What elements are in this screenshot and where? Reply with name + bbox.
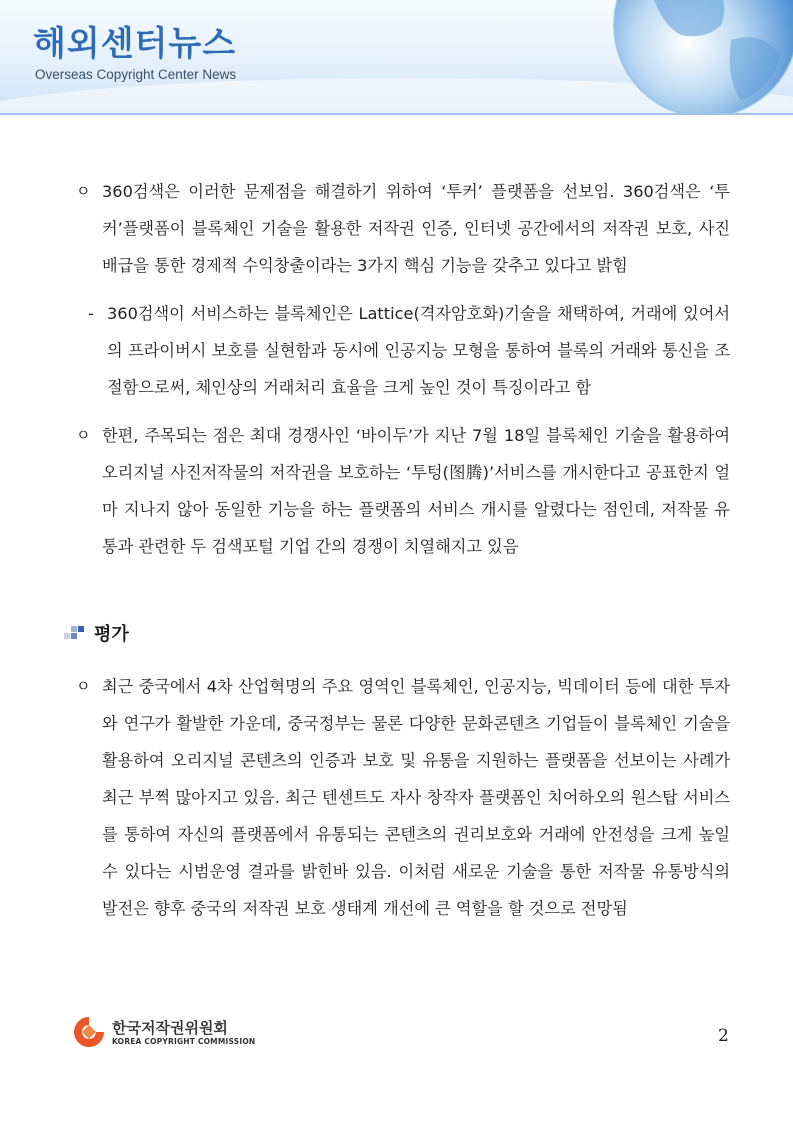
bullet-mark: ㅇ (76, 426, 91, 444)
sub-paragraph (70, 295, 730, 406)
bullet-paragraph (70, 173, 730, 284)
header-title: 해외센터뉴스 (33, 24, 237, 64)
globe-icon (611, 0, 793, 115)
kcc-logo-icon (72, 1015, 106, 1049)
bullet-paragraph (70, 668, 730, 927)
header-divider (0, 113, 793, 115)
paragraph-text: 360검색은 이러한 문제점을 해결하기 위하여 ‘투커’ 플랫폼을 선보임. 360검색은 ‘투커’플랫폼이 블록체인 기술을 활용한 저작권 인증, 인터넷 공간에서의 저작권 보호, 사진배급을 통한 경제적 수익창출이라는 3가지 핵심 기능을 갖추고 있다고 밝힘 (102, 182, 730, 275)
article-body (70, 173, 730, 565)
dash-mark: - (88, 304, 94, 323)
footer-logo (72, 1015, 255, 1049)
paragraph-text: 한편, 주목되는 점은 최대 경쟁사인 ‘바이두’가 지난 7월 18일 블록체인 기술을 활용하여 오리지널 사진저작물의 저작권을 보호하는 ‘투텅(图腾)’서비스를 개시한다고 공표한지 얼마 지나지 않아 동일한 기능을 하는 플랫폼의 서비스 개시를 알렸다는 점인데, 저작물 유통과 관련한 두 검색포털 기업 간의 경쟁이 치열해지고 있음 (102, 426, 730, 556)
page-header (0, 0, 793, 115)
bullet-mark: ㅇ (76, 677, 91, 695)
org-name-english: KOREA COPYRIGHT COMMISSION (112, 1036, 256, 1046)
section-heading (64, 620, 129, 646)
page-number: 2 (718, 1026, 729, 1046)
paragraph-text: 최근 중국에서 4차 산업혁명의 주요 영역인 블록체인, 인공지능, 빅데이터 등에 대한 투자와 연구가 활발한 가운데, 중국정부는 물론 다양한 문화콘텐츠 기업들이 블록체인 기술을 활용하여 오리지널 콘텐츠의 인증과 보호 및 유통을 지원하는 플랫폼을 선보이는 사례가 최근 부쩍 많아지고 있음. 최근 텐센트도 자사 창작자 플랫폼인 치어하오의 원스탑 서비스를 통하여 자신의 플랫폼에서 유통되는 콘텐츠의 권리보호와 거래에 안전성을 크게 높일 수 있다는 시범운영 결과를 밝힌바 있음. 이처럼 새로운 기술을 통한 저작물 유통방식의 발전은 향후 중국의 저작권 보호 생태계 개선에 큰 역할을 할 것으로 전망됨 (102, 677, 730, 918)
header-subtitle: Overseas Copyright Center News (35, 67, 237, 82)
evaluation-body (70, 668, 730, 927)
bullet-mark: ㅇ (76, 182, 91, 200)
section-title: 평가 (94, 624, 129, 645)
section-bullet-icon (64, 625, 84, 641)
org-name-korean: 한국저작권위원회 (112, 1018, 228, 1037)
paragraph-text: 360검색이 서비스하는 블록체인은 Lattice(격자암호화)기술을 채택하여, 거래에 있어서의 프라이버시 보호를 실현함과 동시에 인공지능 모형을 통하여 블록의 거래와 통신을 조절함으로써, 체인상의 거래처리 효율을 크게 높인 것이 특징이라고 함 (107, 304, 730, 397)
bullet-paragraph (70, 417, 730, 565)
